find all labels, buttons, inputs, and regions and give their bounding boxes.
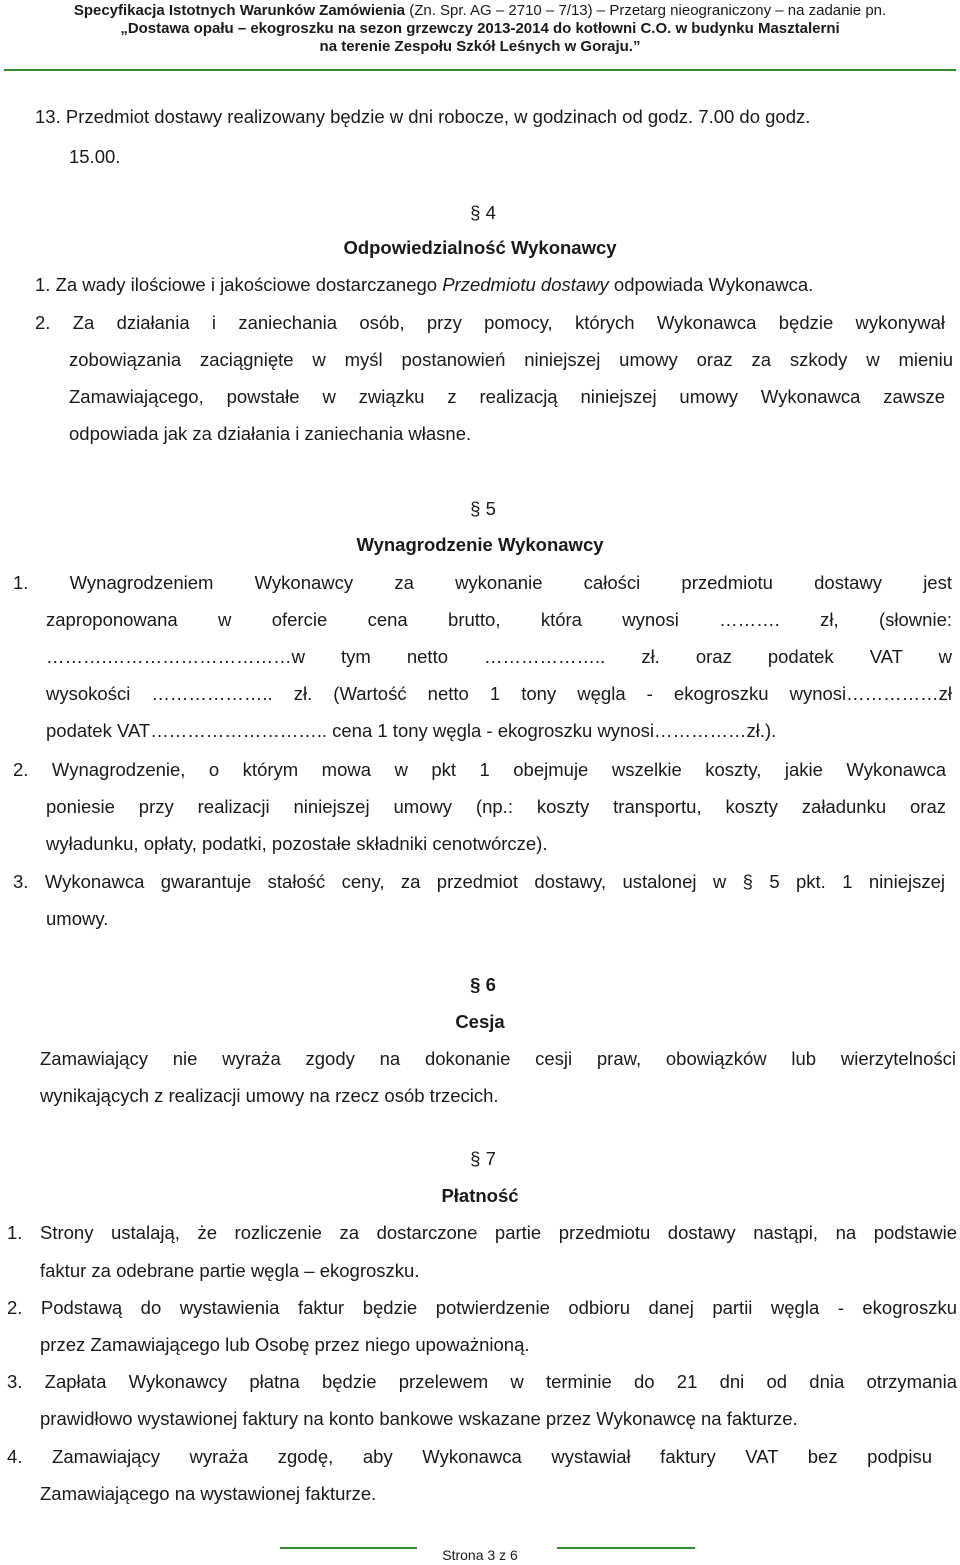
section-4-title: Odpowiedzialność Wykonawcy <box>343 237 617 258</box>
section-5-title: Wynagrodzenie Wykonawcy <box>356 534 604 555</box>
header-line-1 <box>0 2 960 20</box>
page-number: Strona 3 z 6 <box>442 1547 518 1563</box>
section-7-title: Płatność <box>441 1185 519 1206</box>
section-5-item-1-line-5: podatek VAT……………………….. cena 1 tony węgla - ekogroszku wynosi……………zł.). <box>46 720 777 741</box>
section-5-item-2-line-2: poniesie przy realizacji niniejszej umowy (np.: koszty transportu, koszty załadunku oraz <box>46 796 946 817</box>
section-7-item-3-line-1: 3. Zapłata Wykonawcy płatna będzie przelewem w terminie do 21 dni od dnia otrzymania <box>7 1371 957 1392</box>
section-5-number: § 5 <box>470 498 496 519</box>
section-6-number: § 6 <box>470 974 496 995</box>
section-4-item-1: 1. Za wady ilościowe i jakościowe dostarczanego Przedmiotu dostawy odpowiada Wykonawca. <box>35 274 814 295</box>
section-7-item-2-line-2: przez Zamawiającego lub Osobę przez niego upoważnioną. <box>40 1334 530 1355</box>
header-rule <box>4 69 956 71</box>
section-5-item-3-line-1: 3. Wykonawca gwarantuje stałość ceny, za przedmiot dostawy, ustalonej w § 5 pkt. 1 niniejszej <box>13 871 945 892</box>
section-5-item-1-line-2: zaproponowana w ofercie cena brutto, która wynosi ………. zł, (słownie: <box>46 609 952 630</box>
section-5-item-1-line-1: 1. Wynagrodzeniem Wykonawcy za wykonanie całości przedmiotu dostawy jest <box>13 572 952 593</box>
header-reference: (Zn. Spr. AG – 2710 – 7/13) – Przetarg nieograniczony – na zadanie pn. <box>405 2 887 19</box>
header-title: Specyfikacja Istotnych Warunków Zamówienia <box>73 2 406 19</box>
section-5-item-1-line-4: wysokości ……………….. zł. (Wartość netto 1 tony węgla - ekogroszku wynosi……………zł <box>46 683 952 704</box>
section-6-paragraph-line-2: wynikających z realizacji umowy na rzecz osób trzecich. <box>40 1085 499 1106</box>
section-7-item-4-line-2: Zamawiającego na wystawionej fakturze. <box>40 1483 377 1504</box>
section-4-item-2-line-2: zobowiązania zaciągnięte w myśl postanowień niniejszej umowy oraz za szkody w mieniu <box>69 349 953 370</box>
section-4-number: § 4 <box>470 202 496 223</box>
section-7-item-1-line-1: 1. Strony ustalają, że rozliczenie za dostarczone partie przedmiotu dostawy nastąpi, na podstawie <box>7 1222 957 1243</box>
section-5-item-2-line-3: wyładunku, opłaty, podatki, pozostałe składniki cenotwórcze). <box>46 833 548 854</box>
section-5-item-3-line-2: umowy. <box>46 908 109 929</box>
item-13-line-2: 15.00. <box>69 146 121 167</box>
item-13-line-1: 13. Przedmiot dostawy realizowany będzie w dni robocze, w godzinach od godz. 7.00 do godz. <box>35 106 811 127</box>
section-4-item-2-line-4: odpowiada jak za działania i zaniechania własne. <box>69 423 472 444</box>
section-7-item-4-line-1: 4. Zamawiający wyraża zgodę, aby Wykonawca wystawiał faktury VAT bez podpisu <box>7 1446 932 1467</box>
header-line-3: na terenie Zespołu Szkół Leśnych w Goraju.” <box>319 38 641 55</box>
section-5-item-2-line-1: 2. Wynagrodzenie, o którym mowa w pkt 1 obejmuje wszelkie koszty, jakie Wykonawca <box>13 759 946 780</box>
section-7-item-1-line-2: faktur za odebrane partie węgla – ekogroszku. <box>40 1260 420 1281</box>
section-6-paragraph-line-1: Zamawiający nie wyraża zgody na dokonanie cesji praw, obowiązków lub wierzytelności <box>40 1048 956 1069</box>
section-4-item-2-line-3: Zamawiającego, powstałe w związku z realizacją niniejszej umowy Wykonawca zawsze <box>69 386 945 407</box>
section-7-item-2-line-1: 2. Podstawą do wystawienia faktur będzie potwierdzenie odbioru danej partii węgla - ekogroszku <box>7 1297 957 1318</box>
section-7-item-3-line-2: prawidłowo wystawionej faktury na konto bankowe wskazane przez Wykonawcę na fakturze. <box>40 1408 798 1429</box>
section-4-item-2-line-1: 2. Za działania i zaniechania osób, przy pomocy, których Wykonawca będzie wykonywał <box>35 312 945 333</box>
section-7-number: § 7 <box>470 1148 496 1169</box>
header-line-2: „Dostawa opału – ekogroszku na sezon grzewczy 2013-2014 do kotłowni C.O. w budynku Masztalerni <box>120 20 840 37</box>
section-5-item-1-line-3: ……….…………………………w tym netto ……………….. zł. oraz podatek VAT w <box>46 646 952 667</box>
section-6-title: Cesja <box>455 1011 505 1032</box>
